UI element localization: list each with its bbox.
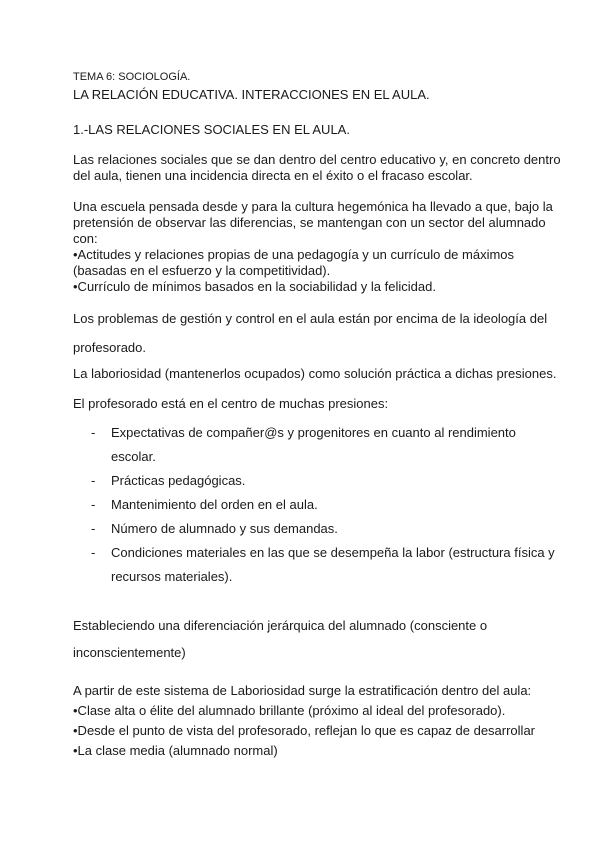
section-heading: 1.-LAS RELACIONES SOCIALES EN EL AULA. [73, 122, 350, 137]
bullet-line: •Currículo de mínimos basados en la sociabilidad y la felicidad. [73, 279, 436, 294]
list-item: Número de alumnado y sus demandas. [111, 521, 338, 536]
paragraph-line: Una escuela pensada desde y para la cultura hegemónica ha llevado a que, bajo la [73, 199, 553, 214]
list-dash: - [91, 473, 96, 488]
paragraph-line: del aula, tienen una incidencia directa en el éxito o el fracaso escolar. [73, 168, 473, 183]
list-item: Mantenimiento del orden en el aula. [111, 497, 318, 512]
paragraph-line: inconscientemente) [73, 645, 186, 660]
list-dash: - [91, 545, 96, 560]
bullet-line: •Clase alta o élite del alumnado brillante (próximo al ideal del profesorado). [73, 703, 506, 718]
paragraph-line: A partir de este sistema de Laboriosidad surge la estratificación dentro del aula: [73, 683, 532, 698]
paragraph-line: Las relaciones sociales que se dan dentro del centro educativo y, en concreto dentro [73, 152, 561, 167]
bullet-line: •Actitudes y relaciones propias de una pedagogía y un currículo de máximos [73, 247, 515, 262]
bullet-line: •La clase media (alumnado normal) [73, 743, 278, 758]
page-title: LA RELACIÓN EDUCATIVA. INTERACCIONES EN EL AULA. [73, 87, 430, 102]
list-item: Prácticas pedagógicas. [111, 473, 246, 488]
list-dash: - [91, 521, 96, 536]
paragraph-line: (basadas en el esfuerzo y la competitividad). [73, 263, 331, 278]
paragraph-line: La laboriosidad (mantenerlos ocupados) como solución práctica a dichas presiones. [73, 366, 557, 381]
list-dash: - [91, 425, 96, 440]
paragraph-line: El profesorado está en el centro de muchas presiones: [73, 396, 389, 411]
list-item-continuation: escolar. [111, 449, 156, 464]
list-item: Condiciones materiales en las que se desempeña la labor (estructura física y [111, 545, 555, 560]
paragraph-line: Estableciendo una diferenciación jerárquica del alumnado (consciente o [73, 618, 488, 633]
list-item: Expectativas de compañer@s y progenitores en cuanto al rendimiento [111, 425, 516, 440]
paragraph-line: pretensión de observar las diferencias, se mantengan con un sector del alumnado [73, 215, 546, 230]
paragraph-line: profesorado. [73, 340, 146, 355]
paragraph-line: Los problemas de gestión y control en el aula están por encima de la ideología del [73, 311, 548, 326]
tema-label: TEMA 6: SOCIOLOGÍA. [73, 71, 191, 83]
bullet-line: •Desde el punto de vista del profesorado, reflejan lo que es capaz de desarrollar [73, 723, 536, 738]
paragraph-line: con: [73, 231, 98, 246]
list-item-continuation: recursos materiales). [111, 569, 233, 584]
list-dash: - [91, 497, 96, 512]
